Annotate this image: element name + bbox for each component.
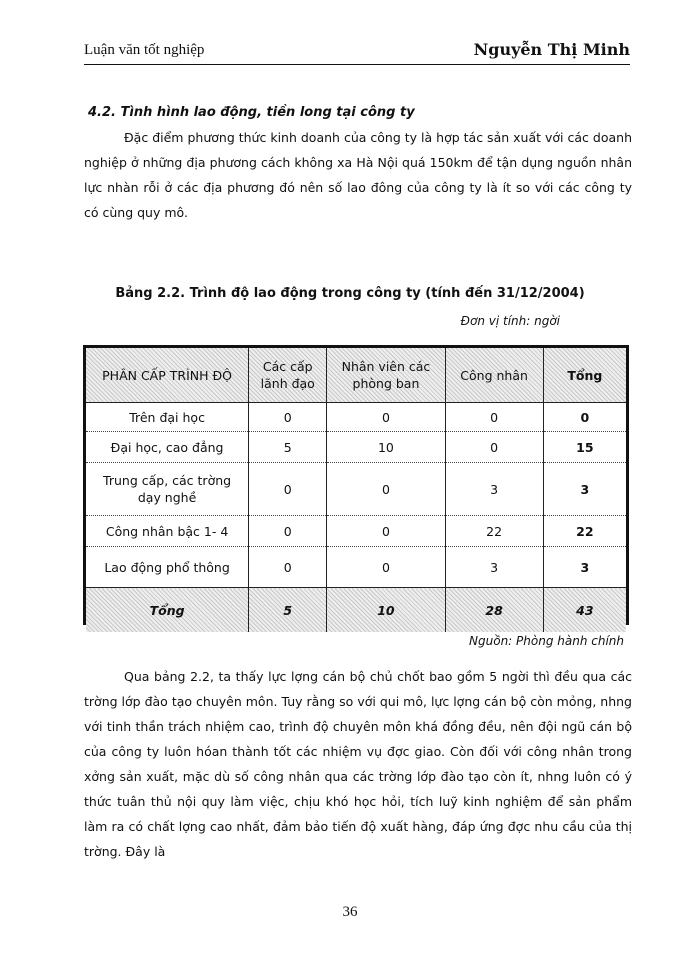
- total-leaders: 5: [249, 588, 327, 633]
- cell-leaders: 0: [249, 463, 327, 516]
- cell-staff: 0: [327, 463, 445, 516]
- table-row: [86, 547, 626, 588]
- cell-workers: 0: [445, 403, 543, 432]
- cell-total: 0: [543, 403, 626, 432]
- cell-leaders: 5: [249, 432, 327, 463]
- header-total: Tổng: [543, 348, 626, 403]
- table-unit-note: Đơn vị tính: ngời: [460, 314, 560, 328]
- row-label: Công nhân bậc 1- 4: [86, 516, 249, 547]
- table-row: [86, 516, 626, 547]
- row-label: Trung cấp, các trờng dạy nghề: [86, 463, 249, 516]
- total-workers: 28: [445, 588, 543, 633]
- paragraph-intro: Đặc điểm phương thức kinh doanh của công ty là hợp tác sản xuất với các doanh nghiệp ở những địa phương cách không xa Hà Nội quá 150km để tận dụng nguồn nhân lực nhàn rỗi ở các địa phương đó nên số lao đông của công ty là ít so với các công ty có cùng quy mô.: [84, 130, 632, 220]
- table-row: [86, 463, 626, 516]
- cell-workers: 22: [445, 516, 543, 547]
- page-number: 36: [342, 904, 358, 920]
- table-header-row: [86, 348, 626, 403]
- header-workers: Công nhân: [445, 348, 543, 403]
- header-staff: Nhân viên các phòng ban: [327, 348, 445, 403]
- cell-workers: 3: [445, 547, 543, 588]
- cell-leaders: 0: [249, 516, 327, 547]
- total-staff: 10: [327, 588, 445, 633]
- cell-leaders: 0: [249, 547, 327, 588]
- cell-leaders: 0: [249, 403, 327, 432]
- header-thesis-label: Luận văn tốt nghiệp: [84, 42, 205, 58]
- page-header: [84, 40, 630, 65]
- labor-table: [83, 345, 629, 625]
- cell-staff: 10: [327, 432, 445, 463]
- table-source-note: Nguồn: Phòng hành chính: [469, 634, 624, 648]
- row-label: Lao động phổ thông: [86, 547, 249, 588]
- cell-staff: 0: [327, 547, 445, 588]
- cell-workers: 3: [445, 463, 543, 516]
- cell-total: 22: [543, 516, 626, 547]
- row-label: Đại học, cao đẳng: [86, 432, 249, 463]
- header-level: PHÂN CẤP TRÌNH ĐỘ: [86, 348, 249, 403]
- cell-total: 15: [543, 432, 626, 463]
- paragraph-analysis: Qua bảng 2.2, ta thấy lực lợng cán bộ chủ chốt bao gồm 5 ngời thì đều qua các trờng lớp đào tạo chuyên môn. Tuy rằng so với qui mô, lực lợng cán bộ còn mỏng, nhng với tinh thần trách nhiệm cao, trình độ chuyên môn khá đồng đều, nên đội ngũ cán bộ của công ty luôn hóan thành tốt các nhiệm vụ đợc giao. Còn đối với công nhân trong xởng sản xuất, mặc dù số công nhân qua các trờng lớp đào tạo còn ít, nhng luôn có ý thức tuân thủ nội quy làm việc, chịu khó học hỏi, tích luỹ kinh nghiệm để sản phẩm làm ra có chất lợng cao nhất, đảm bảo tiến độ xuất hàng, đáp ứng đợc nhu cầu của thị trờng. Đây là: [84, 669, 632, 859]
- table-title: Bảng 2.2. Trình độ lao động trong công ty (tính đến 31/12/2004): [115, 286, 585, 301]
- total-label: Tổng: [86, 588, 249, 633]
- table-row: [86, 432, 626, 463]
- total-grand: 43: [543, 588, 626, 633]
- row-label: Trên đại học: [86, 403, 249, 432]
- cell-workers: 0: [445, 432, 543, 463]
- table-total-row: [86, 588, 626, 633]
- section-title: 4.2. Tình hình lao động, tiền long tại công ty: [88, 105, 415, 120]
- cell-total: 3: [543, 463, 626, 516]
- header-leaders: Các cấp lãnh đạo: [249, 348, 327, 403]
- cell-total: 3: [543, 547, 626, 588]
- cell-staff: 0: [327, 403, 445, 432]
- cell-staff: 0: [327, 516, 445, 547]
- table-row: [86, 403, 626, 432]
- header-author-name: Nguyễn Thị Minh: [473, 40, 630, 59]
